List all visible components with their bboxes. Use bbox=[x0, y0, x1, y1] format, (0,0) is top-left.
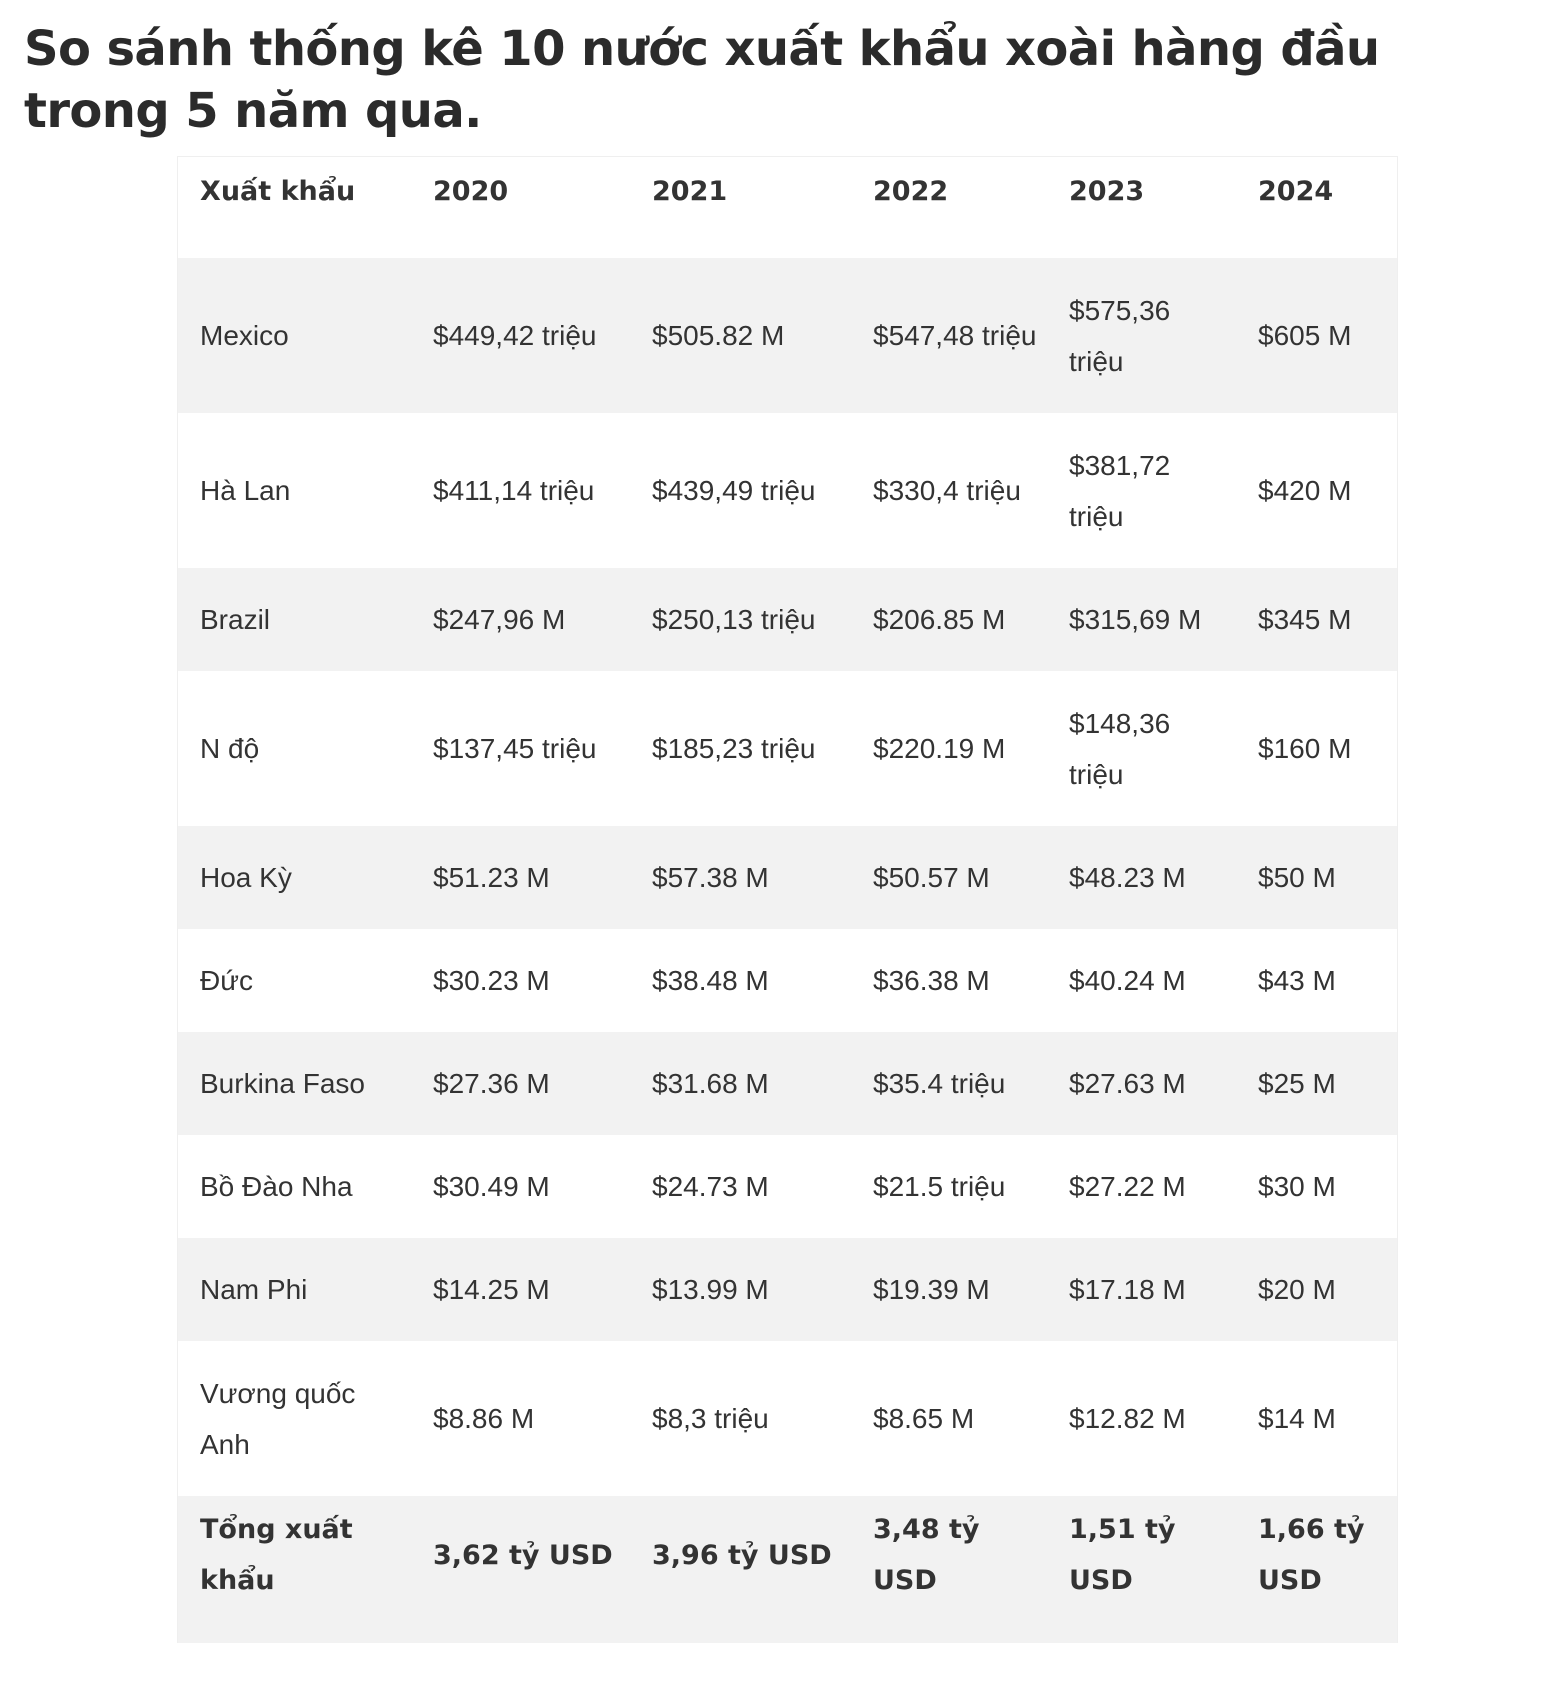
table-header bbox=[178, 157, 1397, 258]
value-cell: $50 M bbox=[1258, 862, 1336, 893]
value-cell: $48.23 M bbox=[1069, 862, 1186, 893]
table-row bbox=[178, 1341, 1397, 1496]
header-row bbox=[178, 157, 1397, 258]
page-title: So sánh thống kê 10 nước xuất khẩu xoài hàng đầu trong 5 năm qua. bbox=[24, 21, 1380, 139]
header-2020: 2020 bbox=[411, 157, 630, 258]
country-cell: Mexico bbox=[200, 320, 289, 351]
header-2023: 2023 bbox=[1047, 157, 1236, 258]
value-cell: $27.63 M bbox=[1069, 1068, 1186, 1099]
value-cell: $40.24 M bbox=[1069, 965, 1186, 996]
value-cell: $8,3 triệu bbox=[652, 1403, 769, 1434]
table-row bbox=[178, 929, 1397, 1032]
value-cell: $206.85 M bbox=[873, 604, 1006, 635]
country-cell: Burkina Faso bbox=[200, 1068, 365, 1099]
value-cell: $38.48 M bbox=[652, 965, 769, 996]
country-cell: Đức bbox=[200, 965, 253, 996]
value-cell: $50.57 M bbox=[873, 862, 990, 893]
value-cell: $547,48 triệu bbox=[873, 320, 1037, 351]
value-cell: $449,42 triệu bbox=[433, 320, 597, 351]
value-cell: $25 M bbox=[1258, 1068, 1336, 1099]
value-cell: $148,36 triệu bbox=[1069, 707, 1171, 790]
total-label-cell: Tổng xuất khẩu bbox=[200, 1514, 353, 1596]
country-cell: Hà Lan bbox=[200, 475, 291, 506]
value-cell: $17.18 M bbox=[1069, 1274, 1186, 1305]
value-cell: $13.99 M bbox=[652, 1274, 769, 1305]
value-cell: $51.23 M bbox=[433, 862, 550, 893]
value-cell: $381,72 triệu bbox=[1069, 449, 1171, 532]
value-cell: $30.49 M bbox=[433, 1171, 550, 1202]
table-row bbox=[178, 1135, 1397, 1238]
value-cell: $185,23 triệu bbox=[652, 733, 816, 764]
table-row bbox=[178, 568, 1397, 671]
value-cell: $21.5 triệu bbox=[873, 1171, 1006, 1202]
value-cell: $505.82 M bbox=[652, 320, 785, 351]
value-cell: $30 M bbox=[1258, 1171, 1336, 1202]
header-2021: 2021 bbox=[630, 157, 851, 258]
country-cell: Vương quốc Anh bbox=[200, 1377, 356, 1460]
value-cell: $160 M bbox=[1258, 733, 1352, 764]
value-cell: $43 M bbox=[1258, 965, 1336, 996]
value-cell: $20 M bbox=[1258, 1274, 1336, 1305]
export-table-container bbox=[177, 156, 1398, 1643]
country-cell: Nam Phi bbox=[200, 1274, 308, 1305]
header-2022: 2022 bbox=[851, 157, 1047, 258]
table-row bbox=[178, 258, 1397, 413]
total-value-cell: 3,48 tỷ USD bbox=[873, 1514, 980, 1596]
table-body bbox=[178, 258, 1397, 1643]
value-cell: $605 M bbox=[1258, 320, 1352, 351]
value-cell: $137,45 triệu bbox=[433, 733, 597, 764]
table-row bbox=[178, 826, 1397, 929]
value-cell: $12.82 M bbox=[1069, 1403, 1186, 1434]
value-cell: $439,49 triệu bbox=[652, 475, 816, 506]
value-cell: $36.38 M bbox=[873, 965, 990, 996]
country-cell: Brazil bbox=[200, 604, 271, 635]
value-cell: $575,36 triệu bbox=[1069, 294, 1171, 377]
value-cell: $24.73 M bbox=[652, 1171, 769, 1202]
value-cell: $14 M bbox=[1258, 1403, 1336, 1434]
table-row bbox=[178, 1238, 1397, 1341]
value-cell: $315,69 M bbox=[1069, 604, 1202, 635]
value-cell: $31.68 M bbox=[652, 1068, 769, 1099]
header-2024: 2024 bbox=[1236, 157, 1397, 258]
total-value-cell: 3,96 tỷ USD bbox=[652, 1539, 832, 1571]
value-cell: $220.19 M bbox=[873, 733, 1006, 764]
total-value-cell: 3,62 tỷ USD bbox=[433, 1539, 613, 1571]
value-cell: $8.86 M bbox=[433, 1403, 535, 1434]
value-cell: $345 M bbox=[1258, 604, 1352, 635]
table-row bbox=[178, 1032, 1397, 1135]
value-cell: $27.22 M bbox=[1069, 1171, 1186, 1202]
value-cell: $250,13 triệu bbox=[652, 604, 816, 635]
country-cell: N độ bbox=[200, 733, 260, 764]
value-cell: $247,96 M bbox=[433, 604, 566, 635]
mango-export-table bbox=[178, 157, 1397, 1643]
total-value-cell: 1,51 tỷ USD bbox=[1069, 1514, 1176, 1596]
total-row bbox=[178, 1496, 1397, 1643]
table-row bbox=[178, 413, 1397, 568]
value-cell: $27.36 M bbox=[433, 1068, 550, 1099]
country-cell: Bồ Đào Nha bbox=[200, 1171, 353, 1202]
value-cell: $57.38 M bbox=[652, 862, 769, 893]
country-cell: Hoa Kỳ bbox=[200, 862, 292, 893]
value-cell: $411,14 triệu bbox=[433, 475, 595, 506]
value-cell: $19.39 M bbox=[873, 1274, 990, 1305]
header-exporter: Xuất khẩu bbox=[178, 157, 411, 258]
value-cell: $8.65 M bbox=[873, 1403, 975, 1434]
value-cell: $35.4 triệu bbox=[873, 1068, 1006, 1099]
value-cell: $14.25 M bbox=[433, 1274, 550, 1305]
value-cell: $420 M bbox=[1258, 475, 1352, 506]
value-cell: $30.23 M bbox=[433, 965, 550, 996]
table-row bbox=[178, 671, 1397, 826]
total-value-cell: 1,66 tỷ USD bbox=[1258, 1514, 1365, 1596]
value-cell: $330,4 triệu bbox=[873, 475, 1021, 506]
